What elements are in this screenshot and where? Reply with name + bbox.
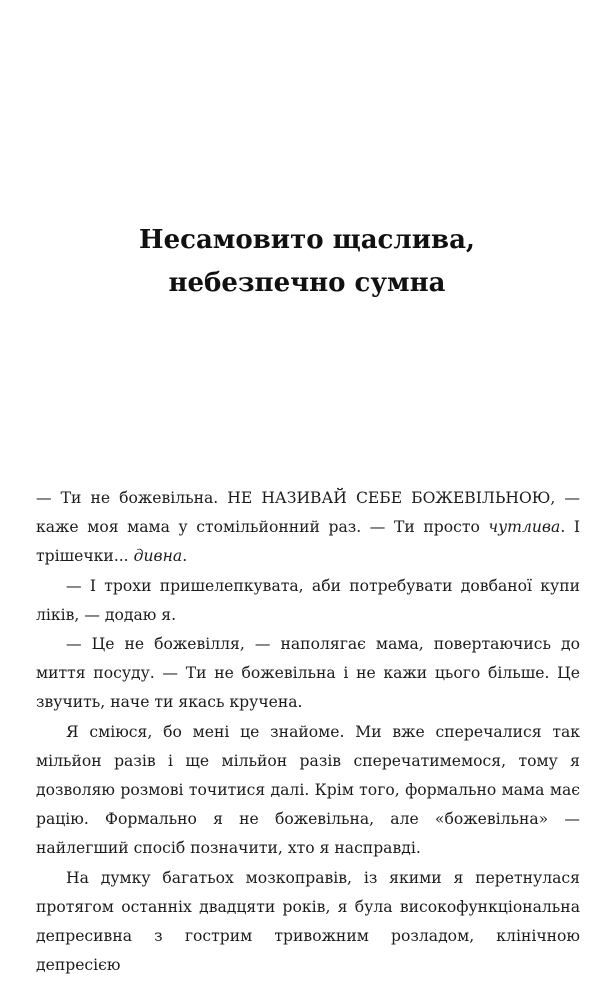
text-run: Я сміюся, бо мені це знайоме. Ми вже сперечалися так мільйон разів і ще мільйон разів сперечатимемося, тому я дозволяю розмові точитися далі. Крім того, формально мама має рацію. Формально я не божевільна, але «божевільна» — найлегший спосіб позначити, хто я насправді.: [36, 722, 580, 858]
text-run: — Це не божевілля, — наполягає мама, повертаючись до миття посуду. — Ти не божевільна і не кажи цього більше. Це звучить, наче ти якась кручена.: [36, 635, 580, 712]
text-run: . І трішечки...: [36, 518, 581, 566]
body-text: [36, 484, 580, 980]
text-run: — І трохи пришелепкувата, аби потребувати довбаної купи ліків, — додаю я.: [36, 576, 580, 624]
paragraph-5: [36, 864, 580, 981]
text-run: На думку багатьох мозкоправів, із якими я перетнулася протягом останніх двадцяти років, я була високофункціональна депресивна з гострим тривожним розладом, клінічною депресією: [36, 868, 580, 975]
chapter-title-line-1: Несамовито щаслива,: [139, 225, 475, 256]
italic-text-run: дивна: [133, 547, 183, 566]
paragraph-3: [36, 630, 580, 718]
paragraph-4: [36, 718, 580, 864]
paragraph-1: [36, 484, 580, 572]
text-run: — Ти не божевільна. НЕ НАЗИВАЙ СЕБЕ БОЖЕВІЛЬНОЮ, — каже моя мама у стомільйонний раз. — Ти просто: [36, 489, 580, 537]
italic-text-run: чутлива: [488, 518, 561, 537]
paragraph-2: [36, 572, 580, 630]
text-run: .: [182, 547, 188, 566]
chapter-title: [0, 219, 614, 305]
chapter-title-line-2: небезпечно сумна: [168, 268, 446, 299]
